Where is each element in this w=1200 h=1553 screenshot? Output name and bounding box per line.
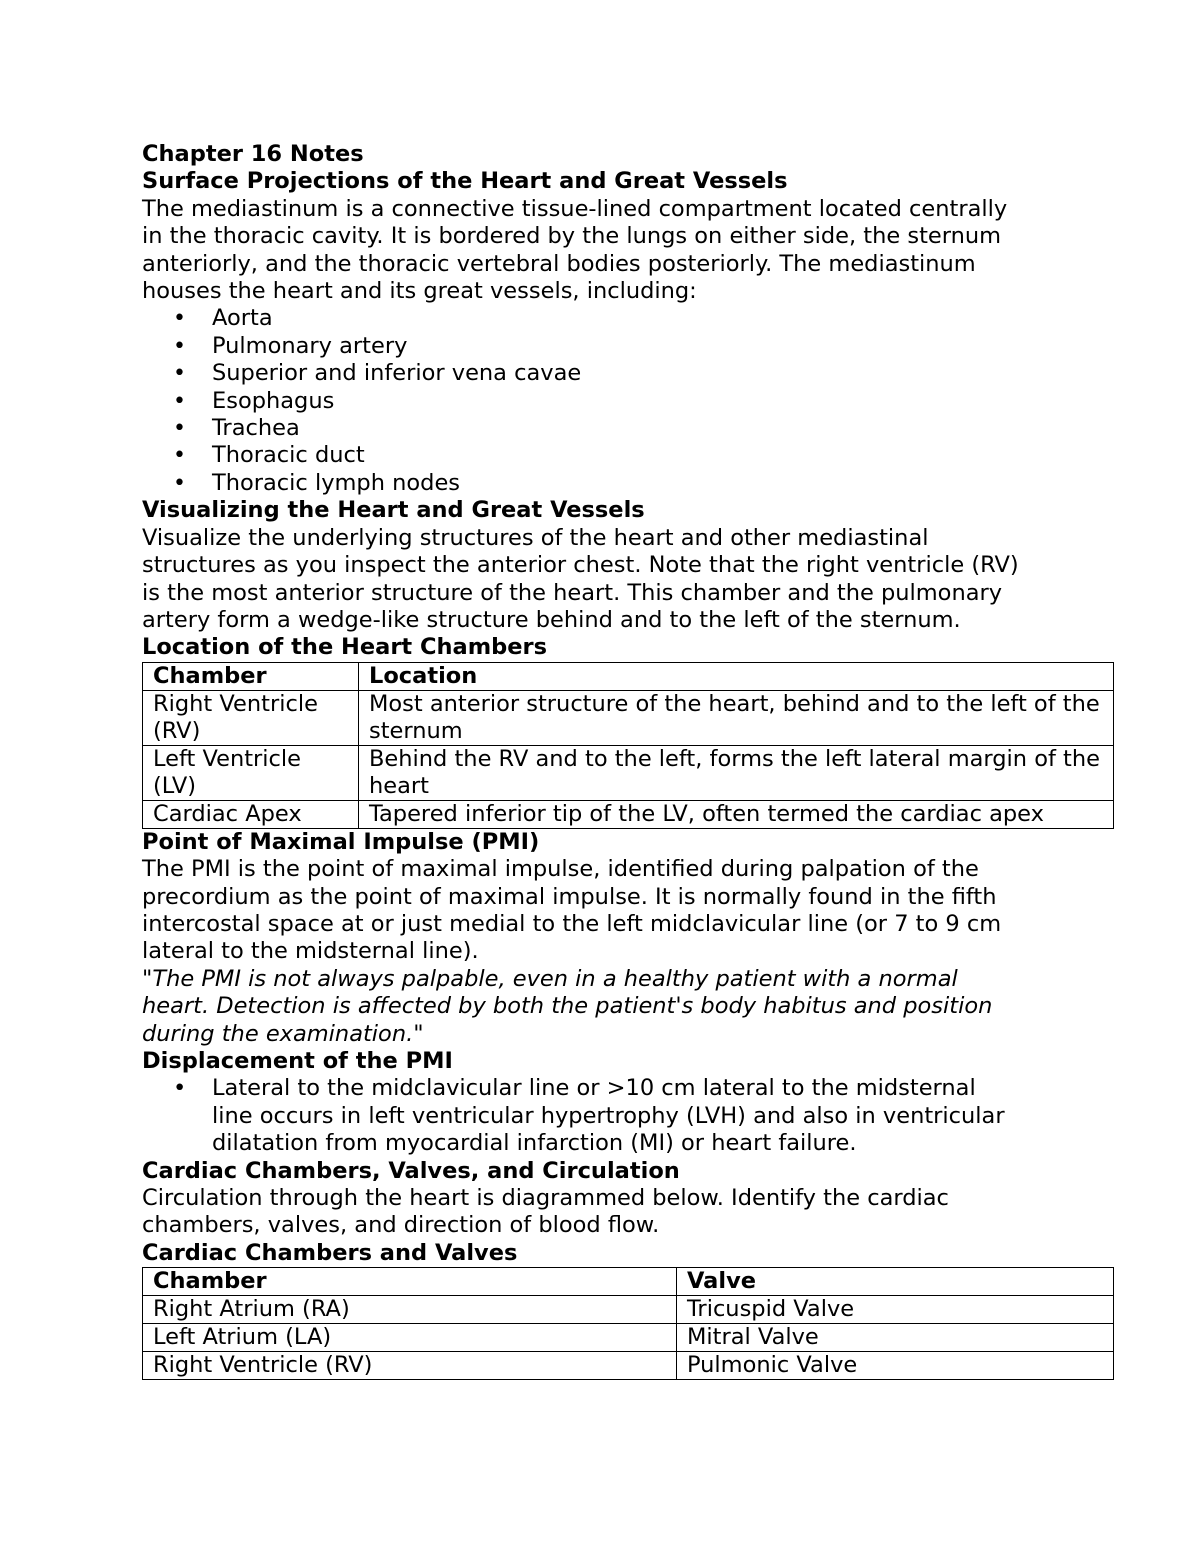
- list-item-text: Lateral to the midclavicular line or >10 cm lateral to the midsternal: [212, 1075, 976, 1102]
- page-title: Chapter 16 Notes: [142, 141, 364, 167]
- table-row: [143, 1352, 1114, 1380]
- table-cell: Behind the RV and to the left, forms the left lateral margin of the heart: [359, 745, 1114, 800]
- list-item-text: line occurs in left ventricular hypertrophy (LVH) and also in ventricular: [212, 1102, 1005, 1129]
- table-cell: Tricuspid Valve: [677, 1296, 1114, 1324]
- quote-mark: ": [142, 965, 153, 992]
- list-item-text: Aorta: [212, 305, 273, 332]
- list-item-text: Thoracic duct: [212, 442, 365, 469]
- paragraph-line: houses the heart and its great vessels, including:: [142, 278, 697, 305]
- table-cell: Pulmonic Valve: [677, 1352, 1114, 1380]
- list-item-text: Esophagus: [212, 387, 335, 414]
- table-cell: Left Atrium (LA): [143, 1324, 677, 1352]
- list-item: [142, 470, 1114, 497]
- bullet-icon: •: [173, 361, 186, 387]
- table-header-cell: Valve: [677, 1268, 1114, 1296]
- paragraph-line: in the thoracic cavity. It is bordered by the lungs on either side, the sternum: [142, 223, 1002, 250]
- list-item-text: Superior and inferior vena cavae: [212, 360, 582, 387]
- list-item-text: Pulmonary artery: [212, 332, 408, 359]
- table-heading-chambers-valves: Cardiac Chambers and Valves: [142, 1239, 518, 1266]
- section-heading-visualizing: Visualizing the Heart and Great Vessels: [142, 497, 645, 524]
- table-cell: Most anterior structure of the heart, behind and to the left of the sternum: [359, 690, 1114, 745]
- table-header-row: [143, 1268, 1114, 1296]
- bullet-icon: •: [173, 388, 186, 414]
- bullet-icon: •: [173, 306, 186, 332]
- list-item-text: Thoracic lymph nodes: [212, 469, 461, 496]
- paragraph-line: Visualize the underlying structures of the heart and other mediastinal: [142, 524, 929, 551]
- table-row: [143, 745, 1114, 800]
- section-heading-circulation: Cardiac Chambers, Valves, and Circulation: [142, 1157, 680, 1184]
- table-cell: Right Ventricle (RV): [143, 1352, 677, 1380]
- heart-chambers-table: [142, 662, 1114, 829]
- list-item: [142, 360, 1114, 387]
- bullet-icon: •: [173, 333, 186, 359]
- table-cell: Left Ventricle (LV): [143, 745, 359, 800]
- table-header-row: [143, 662, 1114, 690]
- section-heading-surface-projections: Surface Projections of the Heart and Great Vessels: [142, 168, 788, 195]
- quote-line: heart. Detection is affected by both the patient's body habitus and position: [142, 993, 993, 1020]
- table-cell: Right Atrium (RA): [143, 1296, 677, 1324]
- quote-line: [142, 1021, 1114, 1048]
- section-heading-pmi: Point of Maximal Impulse (PMI): [142, 828, 540, 855]
- table-header-cell: Chamber: [143, 662, 359, 690]
- paragraph-line: chambers, valves, and direction of blood flow.: [142, 1212, 660, 1239]
- quote-line: [142, 966, 1114, 993]
- bullet-icon: •: [173, 470, 186, 496]
- paragraph-line: is the most anterior structure of the heart. This chamber and the pulmonary: [142, 579, 1003, 606]
- chambers-valves-table: [142, 1267, 1114, 1380]
- list-item-text: dilatation from myocardial infarction (MI) or heart failure.: [212, 1130, 857, 1157]
- paragraph-line: lateral to the midsternal line).: [142, 938, 479, 965]
- table-cell: Cardiac Apex: [143, 800, 359, 828]
- table-cell: Right Ventricle (RV): [143, 690, 359, 745]
- paragraph-line: artery form a wedge-like structure behind and to the left of the sternum.: [142, 606, 961, 633]
- table-header-cell: Chamber: [143, 1268, 677, 1296]
- list-item: [142, 442, 1114, 469]
- paragraph-line: The mediastinum is a connective tissue-lined compartment located centrally: [142, 195, 1008, 222]
- table-row: [143, 1324, 1114, 1352]
- quote-text: during the examination.: [142, 1020, 414, 1047]
- table-cell: Mitral Valve: [677, 1324, 1114, 1352]
- table-row: [143, 1296, 1114, 1324]
- table-row: [143, 800, 1114, 828]
- quote-text: The PMI is not always palpable, even in a healthy patient with a normal: [152, 965, 958, 992]
- list-item: [142, 388, 1114, 415]
- list-item: [142, 1075, 1114, 1157]
- paragraph-line: The PMI is the point of maximal impulse, identified during palpation of the: [142, 856, 979, 883]
- bullet-icon: •: [173, 1075, 187, 1102]
- paragraph-line: structures as you inspect the anterior chest. Note that the right ventricle (RV): [142, 552, 1019, 579]
- list-item: [142, 333, 1114, 360]
- table-row: [143, 690, 1114, 745]
- document-content: [142, 141, 1114, 1380]
- quote-mark: ": [413, 1020, 424, 1047]
- table-header-cell: Location: [359, 662, 1114, 690]
- table-cell: Tapered inferior tip of the LV, often termed the cardiac apex: [359, 800, 1114, 828]
- list-item: [142, 305, 1114, 332]
- paragraph-line: intercostal space at or just medial to the left midclavicular line (or 7 to 9 cm: [142, 910, 1002, 937]
- great-vessels-list: [142, 305, 1114, 497]
- bullet-icon: •: [173, 416, 186, 442]
- paragraph-line: Circulation through the heart is diagrammed below. Identify the cardiac: [142, 1185, 949, 1211]
- paragraph-line: precordium as the point of maximal impulse. It is normally found in the fifth: [142, 883, 997, 910]
- list-item: [142, 415, 1114, 442]
- list-item-text: Trachea: [212, 415, 300, 442]
- bullet-icon: •: [173, 443, 186, 469]
- section-heading-pmi-displacement: Displacement of the PMI: [142, 1047, 453, 1074]
- table-heading-heart-chambers: Location of the Heart Chambers: [142, 634, 548, 661]
- paragraph-line: anteriorly, and the thoracic vertebral bodies posteriorly. The mediastinum: [142, 250, 976, 277]
